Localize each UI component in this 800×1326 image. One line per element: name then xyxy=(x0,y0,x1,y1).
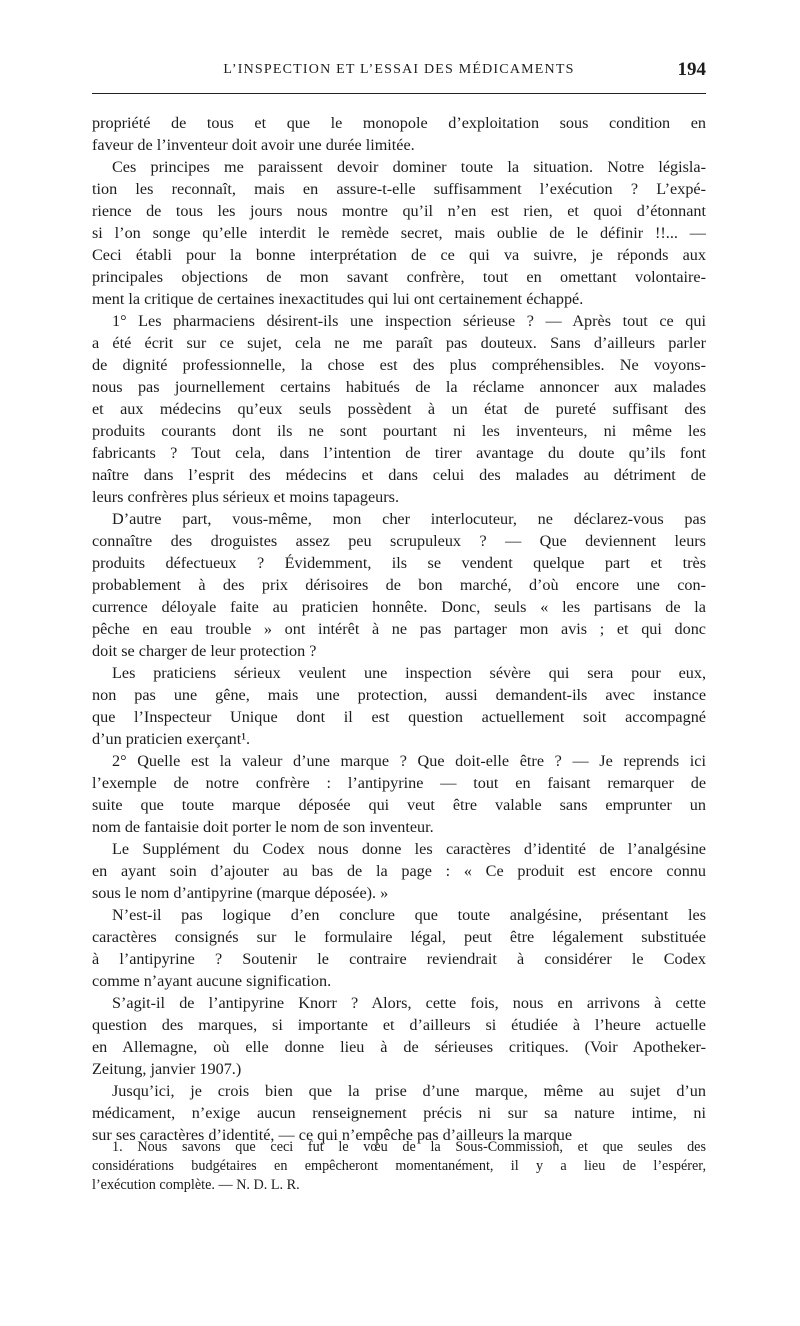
footnote-line: l’exécution complète. — N. D. L. R. xyxy=(92,1177,300,1193)
footnote xyxy=(92,1138,706,1195)
paragraph xyxy=(92,156,706,310)
text-line: Le Supplément du Codex nous donne les caractères d’identité de l’analgésine xyxy=(112,840,706,858)
text-line: ment la critique de certaines inexactitudes qui lui ont certainement échappé. xyxy=(92,290,584,308)
text-line: non pas une gêne, mais une protection, aussi demandent-ils avec instance xyxy=(92,686,706,704)
text-line: et aux médecins qu’eux seuls possèdent à un état de pureté suffisant des xyxy=(92,400,706,418)
text-line: que l’Inspecteur Unique dont il est question actuellement soit accompagné xyxy=(92,708,706,726)
text-line: D’autre part, vous-même, mon cher interlocuteur, ne déclarez-vous pas xyxy=(112,510,706,528)
running-head: L’INSPECTION ET L’ESSAI DES MÉDICAMENTS xyxy=(223,62,575,77)
text-line: si l’on songe qu’elle interdit le remède secret, mais oublie de le définir !!... — xyxy=(92,224,706,242)
text-line: Les praticiens sérieux veulent une inspection sévère qui sera pour eux, xyxy=(112,664,706,682)
text-line: a été écrit sur ce sujet, cela ne me paraît pas douteux. Sans d’ailleurs parler xyxy=(92,334,706,352)
text-line: principales objections de mon savant confrère, tout en omettant volontaire- xyxy=(92,268,706,286)
text-line: Jusqu’ici, je crois bien que la prise d’une marque, même au sujet d’un xyxy=(112,1082,706,1100)
text-line: Ces principes me paraissent devoir dominer toute la situation. Notre législa- xyxy=(112,158,706,176)
text-line: doit se charger de leur protection ? xyxy=(92,642,317,660)
paragraph xyxy=(92,662,706,750)
text-line: N’est-il pas logique d’en conclure que toute analgésine, présentant les xyxy=(112,906,706,924)
text-line: leurs confrères plus sérieux et moins tapageurs. xyxy=(92,488,400,506)
text-line: 2° Quelle est la valeur d’une marque ? Que doit-elle être ? — Je reprends ici xyxy=(112,752,706,770)
paragraph xyxy=(92,904,706,992)
text-line: en Allemagne, où elle donne lieu à de sérieuses critiques. (Voir Apotheker- xyxy=(92,1038,706,1056)
footnote-line: 1. Nous savons que ceci fut le vœu de la Sous-Commission, et que seules des xyxy=(112,1139,706,1155)
text-line: Ceci établi pour la bonne interprétation de ce qui va suivre, je réponds aux xyxy=(92,246,706,264)
text-line: fabricants ? Tout cela, dans l’intention de tirer avantage du doute qu’ils font xyxy=(92,444,706,462)
paragraph xyxy=(92,112,706,156)
text-line: Zeitung, janvier 1907.) xyxy=(92,1060,242,1078)
header-rule xyxy=(92,93,706,94)
text-line: sur ses caractères d’identité, — ce qui n’empêche pas d’ailleurs la marque xyxy=(92,1126,573,1144)
text-line: naître dans l’esprit des médecins et dans celui des malades au détriment de xyxy=(92,466,706,484)
text-line: sous le nom d’antipyrine (marque déposée). » xyxy=(92,884,389,902)
text-line: caractères consignés sur le formulaire légal, peut être légalement substituée xyxy=(92,928,706,946)
text-line: produits courants dont ils ne sont pourtant ni les inventeurs, ni même les xyxy=(92,422,706,440)
text-line: d’un praticien exerçant¹. xyxy=(92,730,251,748)
paragraph xyxy=(92,508,706,662)
text-line: rience de tous les jours nous montre qu’il n’en est rien, et quoi d’étonnant xyxy=(92,202,706,220)
paragraph xyxy=(92,838,706,904)
text-line: nous pas journellement certains habitués de la réclame annoncer aux malades xyxy=(92,378,706,396)
body-text xyxy=(92,112,706,1146)
paragraph xyxy=(92,310,706,508)
text-line: comme n’ayant aucune signification. xyxy=(92,972,332,990)
text-line: currence déloyale faite au praticien honnête. Donc, seuls « les partisans de la xyxy=(92,598,706,616)
text-line: propriété de tous et que le monopole d’exploitation sous condition en xyxy=(92,114,706,132)
paragraph xyxy=(92,750,706,838)
text-line: connaître des droguistes assez peu scrupuleux ? — Que deviennent leurs xyxy=(92,532,706,550)
text-line: S’agit-il de l’antipyrine Knorr ? Alors, cette fois, nous en arrivons à cette xyxy=(112,994,706,1012)
text-line: question des marques, si importante et d’ailleurs si étudiée à l’heure actuelle xyxy=(92,1016,706,1034)
page-number: 194 xyxy=(677,59,706,80)
text-line: médicament, n’exige aucun renseignement précis ni sur sa nature intime, ni xyxy=(92,1104,706,1122)
page-header xyxy=(92,60,706,84)
text-line: pêche en eau trouble » ont intérêt à ne pas partager mon avis ; et qui donc xyxy=(92,620,706,638)
text-line: l’exemple de notre confrère : l’antipyrine — tout en faisant remarquer de xyxy=(92,774,706,792)
paragraph xyxy=(92,1080,706,1146)
text-line: à l’antipyrine ? Soutenir le contraire reviendrait à considérer le Codex xyxy=(92,950,706,968)
text-line: en ayant soin d’ajouter au bas de la page : « Ce produit est encore connu xyxy=(92,862,706,880)
text-line: 1° Les pharmaciens désirent-ils une inspection sérieuse ? — Après tout ce qui xyxy=(112,312,706,330)
text-line: nom de fantaisie doit porter le nom de son inventeur. xyxy=(92,818,434,836)
text-line: suite que toute marque déposée qui veut être valable sans emprunter un xyxy=(92,796,706,814)
text-line: probablement à des prix dérisoires de bon marché, d’où encore une con- xyxy=(92,576,706,594)
text-line: produits défectueux ? Évidemment, ils se vendent quelque part et très xyxy=(92,554,706,572)
text-line: faveur de l’inventeur doit avoir une durée limitée. xyxy=(92,136,415,154)
text-line: tion les reconnaît, mais en assure-t-elle suffisamment l’exécution ? L’expé- xyxy=(92,180,706,198)
text-line: de dignité professionnelle, la chose est des plus compréhensibles. Ne voyons- xyxy=(92,356,706,374)
footnote-line: considérations budgétaires en empêcheront momentanément, il y a lieu de l’espérer, xyxy=(92,1158,706,1174)
paragraph xyxy=(92,992,706,1080)
